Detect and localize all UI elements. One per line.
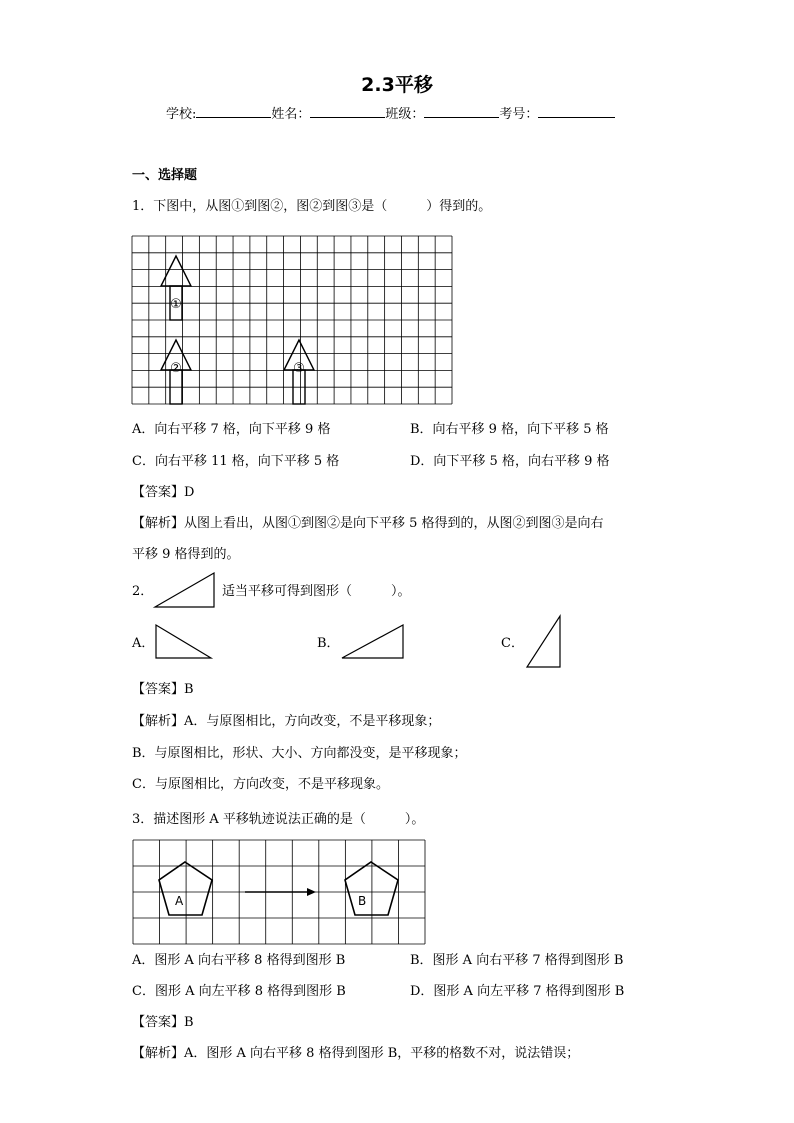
exam-no-label: 考号： [499,107,539,122]
q1-label-2: ② [170,361,182,376]
class-label: 班级： [385,107,425,122]
q1-grid-figure [132,236,452,404]
section-title: 一、选择题 [132,168,198,183]
q1-option-c: C．向右平移 11 格，向下平移 5 格 [132,454,340,469]
q3-pentagon-b [345,862,398,915]
name-label: 姓名： [271,107,311,122]
q3-arrowhead [307,888,316,896]
q1-option-d: D．向下平移 5 格，向右平移 9 格 [410,454,610,469]
q2-option-a-triangle [155,624,213,660]
school-label: 学校: [166,107,197,122]
q2-analysis-line-1: 【解析】A．与原图相比，方向改变，不是平移现象； [132,714,441,729]
q1-option-b: B．向右平移 9 格，向下平移 5 格 [410,422,609,437]
q2-analysis-line-2: B．与原图相比，形状、大小、方向都没变，是平移现象； [132,746,467,761]
q2-option-b-triangle [341,624,405,660]
exam-no-blank [538,104,615,118]
page-title: 2.3平移 [361,74,433,96]
q1-answer: 【答案】D [132,485,195,500]
q3-option-c: C．图形 A 向左平移 8 格得到图形 B [132,984,346,999]
q2-option-a-label: A． [132,636,155,651]
q1-analysis-line-2: 平移 9 格得到的。 [132,547,240,562]
q3-grid-figure [133,840,425,944]
q1-option-a: A．向右平移 7 格，向下平移 9 格 [132,422,331,437]
name-blank [310,104,385,118]
q3-analysis-line-1: 【解析】A．图形 A 向右平移 8 格得到图形 B，平移的格数不对，说法错误； [132,1046,580,1061]
q3-stem: 3．描述图形 A 平移轨迹说法正确的是（ ）。 [132,812,425,827]
q2-answer: 【答案】B [132,682,194,697]
q1-stem: 1．下图中，从图①到图②，图②到图③是（ ）得到的。 [132,199,492,214]
info-line [166,104,615,123]
q2-original-triangle [154,572,216,608]
q2-analysis-line-3: C．与原图相比，方向改变，不是平移现象。 [132,777,389,792]
q2-option-c-label: C． [501,636,524,651]
school-blank [196,104,271,118]
q2-option-b-label: B． [317,636,340,651]
class-blank [424,104,499,118]
q3-label-b: B [358,894,367,908]
q3-option-b: B．图形 A 向右平移 7 格得到图形 B [410,953,624,968]
q3-label-a: A [175,894,184,908]
q3-pentagon-a [159,862,212,915]
q2-stem-prefix: 2． [132,584,154,599]
q2-option-c-triangle [526,615,562,669]
q2-stem-suffix: 适当平移可得到图形（ ）。 [222,584,411,599]
q1-label-1: ① [170,297,182,312]
q1-label-3: ③ [293,361,305,376]
q3-option-d: D．图形 A 向左平移 7 格得到图形 B [410,984,625,999]
q1-analysis-line-1: 【解析】从图上看出，从图①到图②是向下平移 5 格得到的，从图②到图③是向右 [132,516,604,531]
q3-option-a: A．图形 A 向右平移 8 格得到图形 B [132,953,346,968]
q3-answer: 【答案】B [132,1015,194,1030]
